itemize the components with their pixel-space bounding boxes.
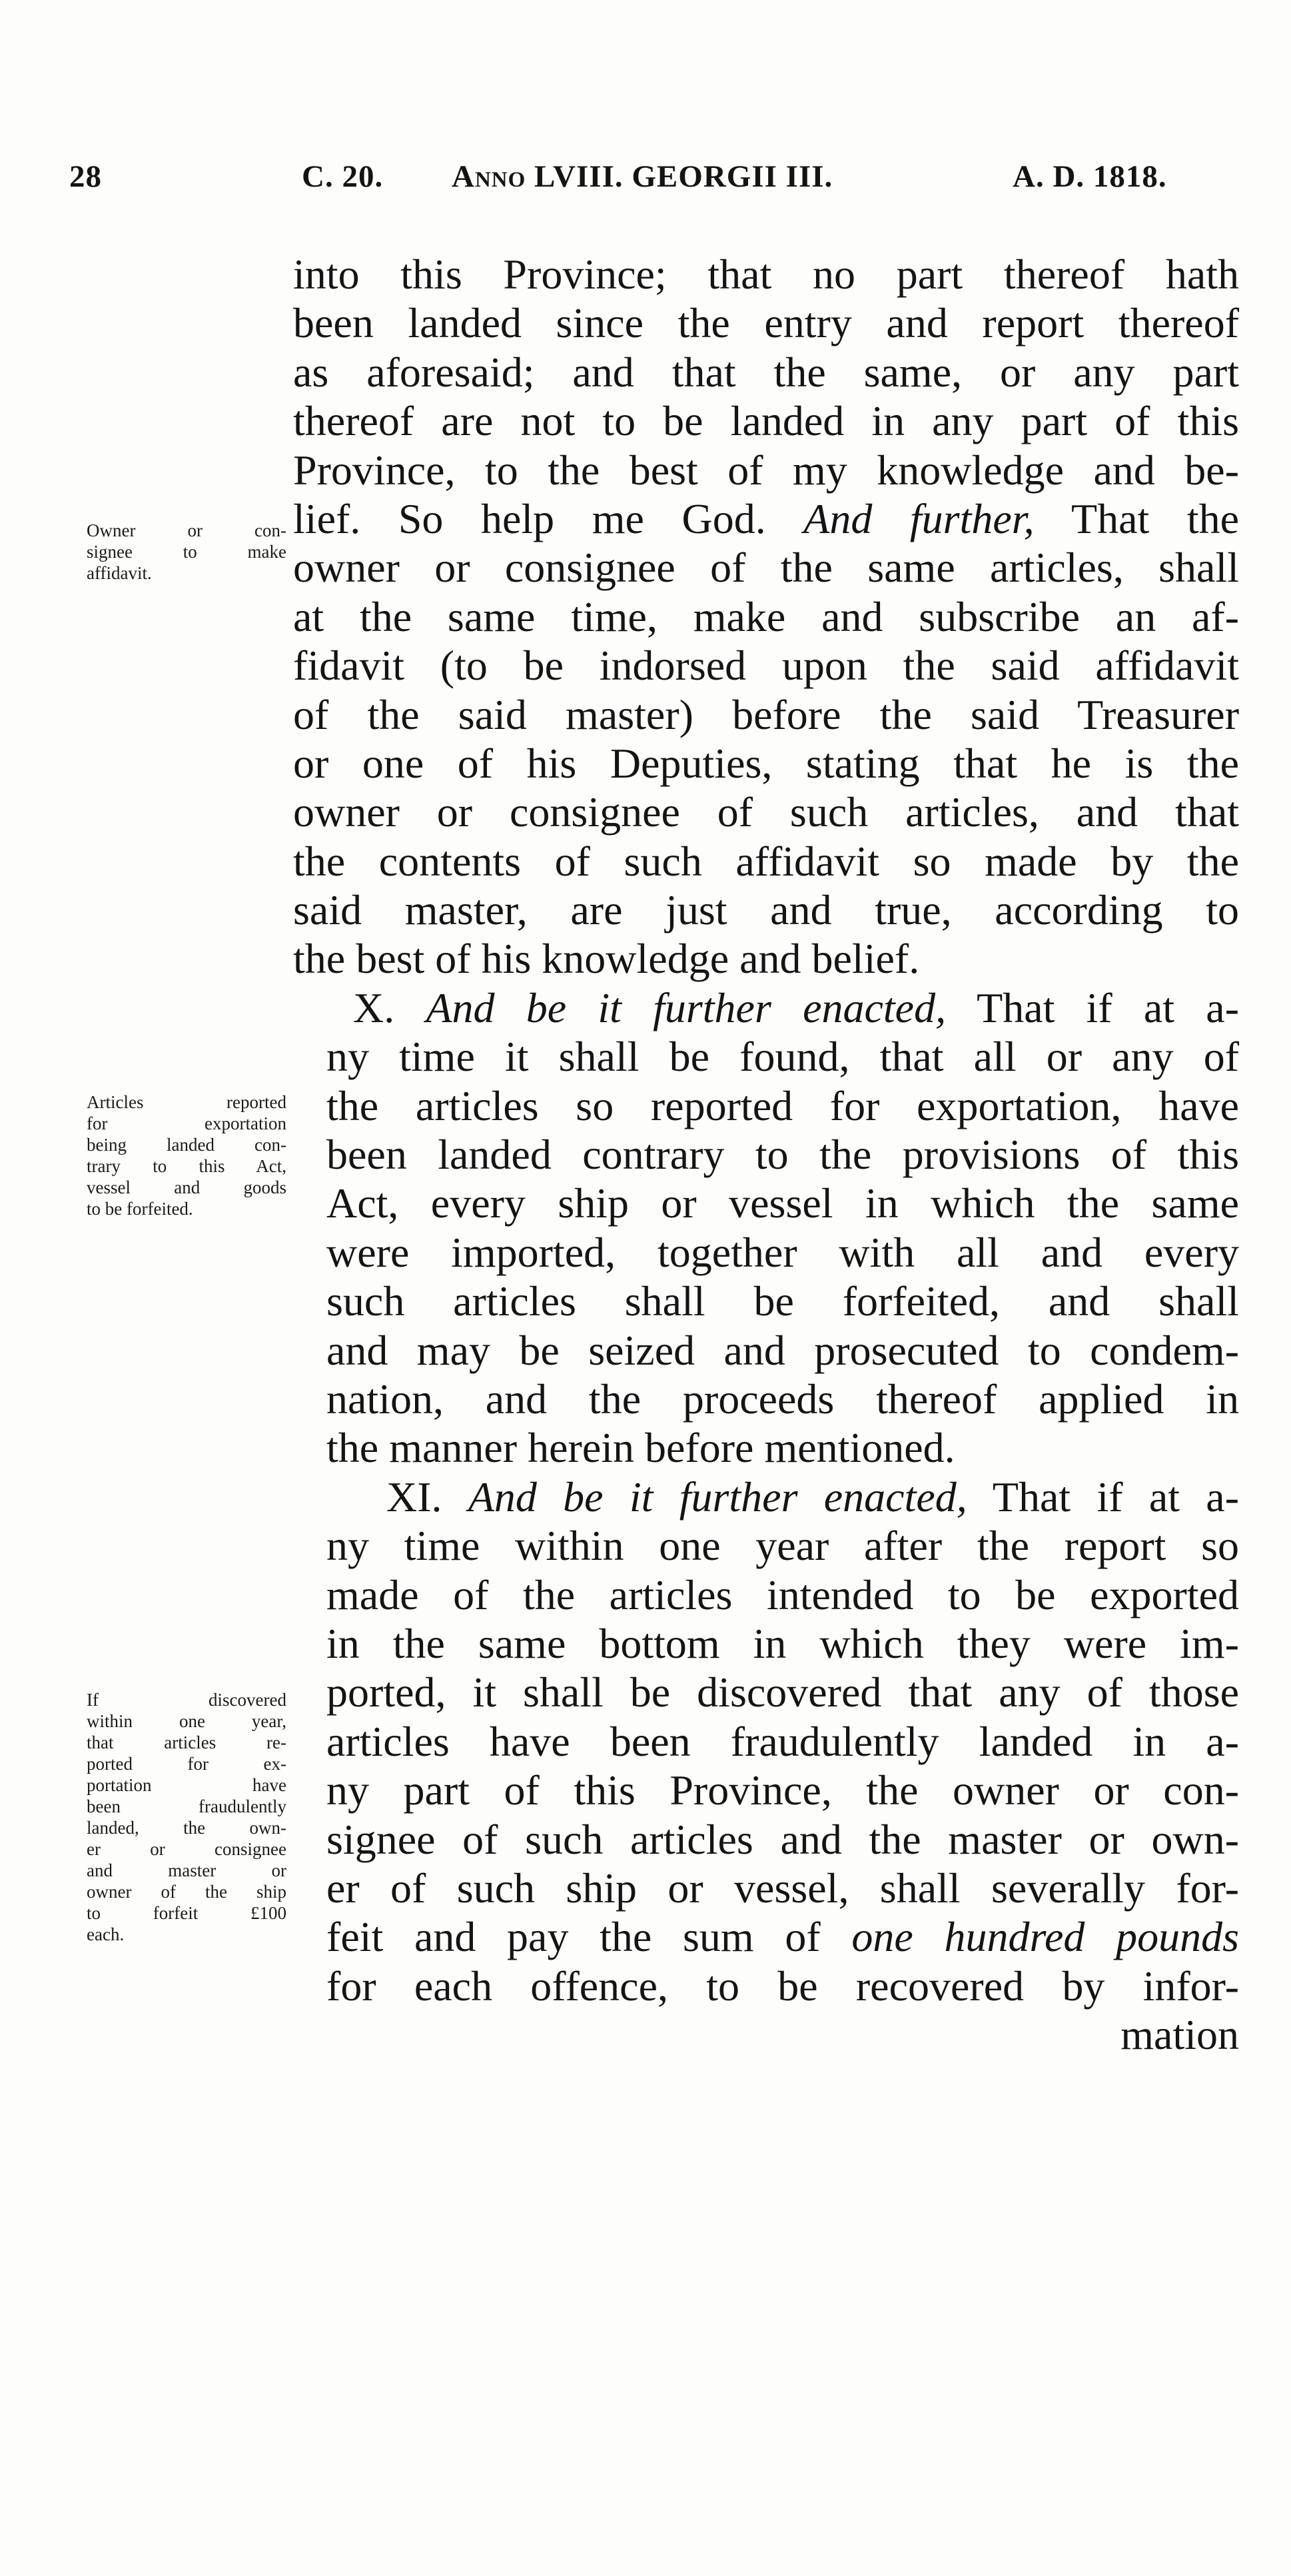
text-line: such articles shall be forfeited, and shall (326, 1277, 1239, 1325)
margin-note-line: trary to this Act, (87, 1156, 286, 1176)
margin-note-articles-forfeited (87, 1091, 286, 1219)
margin-note-line: to forfeit £100 (87, 1903, 286, 1923)
text-line: into this Province; that no part thereof hath (293, 251, 1239, 298)
text-line: signee of such articles and the master or own- (326, 1815, 1239, 1863)
margin-note-line: affidavit. (87, 563, 152, 583)
margin-note-line: each. (87, 1924, 125, 1944)
italic-phrase: one hundred pounds (851, 1913, 1240, 1961)
section-number: X. (353, 983, 395, 1031)
text-run: feit and pay the sum of (326, 1913, 821, 1961)
text-line: the contents of such affidavit so made by the (293, 837, 1239, 885)
text-run: That if at a- (992, 1473, 1240, 1521)
text-line: at the same time, make and subscribe an af- (293, 592, 1239, 640)
text-line: owner or consignee of the same articles, shall (293, 544, 1239, 592)
text-line: and may be seized and prosecuted to condem- (326, 1326, 1239, 1374)
text-line: Province, to the best of my knowledge and be- (293, 446, 1239, 494)
margin-note-line: ported for ex- (87, 1754, 286, 1774)
text-line: the manner herein before mentioned. (326, 1424, 955, 1472)
margin-note-line: vessel and goods (87, 1177, 286, 1197)
text-line: said master, are just and true, according to (293, 886, 1239, 934)
margin-note-line: If discovered (87, 1690, 286, 1710)
margin-note-line: er or consignee (87, 1839, 286, 1859)
body-text (293, 250, 1239, 2059)
text-line: for each offence, to be recovered by infor- (326, 1962, 1239, 2010)
margin-note-line: for exportation (87, 1113, 286, 1133)
enacting-clause: And be it further enacted, (468, 1473, 967, 1521)
text-line: nation, and the proceeds thereof applied in (326, 1375, 1239, 1423)
text-line: ny time within one year after the report so (326, 1522, 1239, 1570)
text-line: owner or consignee of such articles, and that (293, 788, 1239, 836)
text-line: in the same bottom in which they were im- (326, 1619, 1239, 1667)
section-heading-x (293, 983, 1239, 1032)
margin-note-line: within one year, (87, 1711, 286, 1731)
italic-phrase: And further, (803, 494, 1035, 542)
margin-note-line: that articles re- (87, 1732, 286, 1752)
text-line: were imported, together with all and every (326, 1228, 1239, 1276)
text-line: fidavit (to be indorsed upon the said affidavit (293, 642, 1239, 690)
text-line: of the said master) before the said Treasurer (293, 690, 1239, 738)
running-header (67, 159, 1239, 205)
margin-note-owner-affidavit (87, 520, 286, 584)
text-line: thereof are not to be landed in any part of this (293, 397, 1239, 445)
text-line: ny part of this Province, the owner or con- (326, 1766, 1239, 1814)
margin-note-line: and master or (87, 1860, 286, 1880)
page-number: 28 (69, 159, 102, 194)
text-line: articles have been fraudulently landed in a- (326, 1717, 1239, 1765)
text-line: er of such ship or vessel, shall severally for- (326, 1864, 1239, 1912)
chapter-number: C. 20. (302, 159, 384, 194)
text-line: the articles so reported for exportation, have (326, 1081, 1239, 1129)
calendar-year: A. D. 1818. (1013, 159, 1167, 194)
text-line: been landed since the entry and report thereof (293, 299, 1239, 347)
enacting-clause: And be it further enacted, (426, 983, 947, 1031)
text-line: or one of his Deputies, stating that he is the (293, 739, 1239, 787)
margin-note-line: to be forfeited. (87, 1199, 193, 1219)
text-line: ny time it shall be found, that all or any of (326, 1033, 1239, 1081)
regnal-year: Anno LVIII. GEORGII III. (452, 159, 833, 194)
margin-note-line: owner of the ship (87, 1882, 286, 1902)
section-number: XI. (386, 1473, 442, 1521)
text-line (293, 494, 1239, 543)
text-run: That the (1071, 494, 1240, 542)
text-line: the best of his knowledge and belief. (293, 935, 920, 983)
text-line: been landed contrary to the provisions of this (326, 1131, 1239, 1179)
catchword: mation (1120, 2011, 1239, 2059)
text-line: made of the articles intended to be exported (326, 1571, 1239, 1618)
margin-note-line: Owner or con- (87, 520, 286, 540)
margin-note-line: Articles reported (87, 1092, 286, 1112)
margin-note-line: portation have (87, 1775, 286, 1795)
margin-note-line: been fraudulently (87, 1796, 286, 1816)
margin-note-line: landed, the own- (87, 1818, 286, 1838)
text-run: That if at a- (977, 983, 1240, 1031)
margin-note-line: being landed con- (87, 1135, 286, 1155)
text-line: as aforesaid; and that the same, or any part (293, 348, 1239, 396)
margin-note-line: signee to make (87, 542, 286, 562)
text-line (293, 1912, 1239, 1961)
text-line: Act, every ship or vessel in which the same (326, 1179, 1239, 1227)
text-line: ported, it shall be discovered that any of those (326, 1668, 1239, 1716)
section-heading-xi (293, 1473, 1239, 1521)
margin-note-forfeit-100 (87, 1689, 286, 1945)
text-run: lief. So help me God. (293, 494, 766, 542)
